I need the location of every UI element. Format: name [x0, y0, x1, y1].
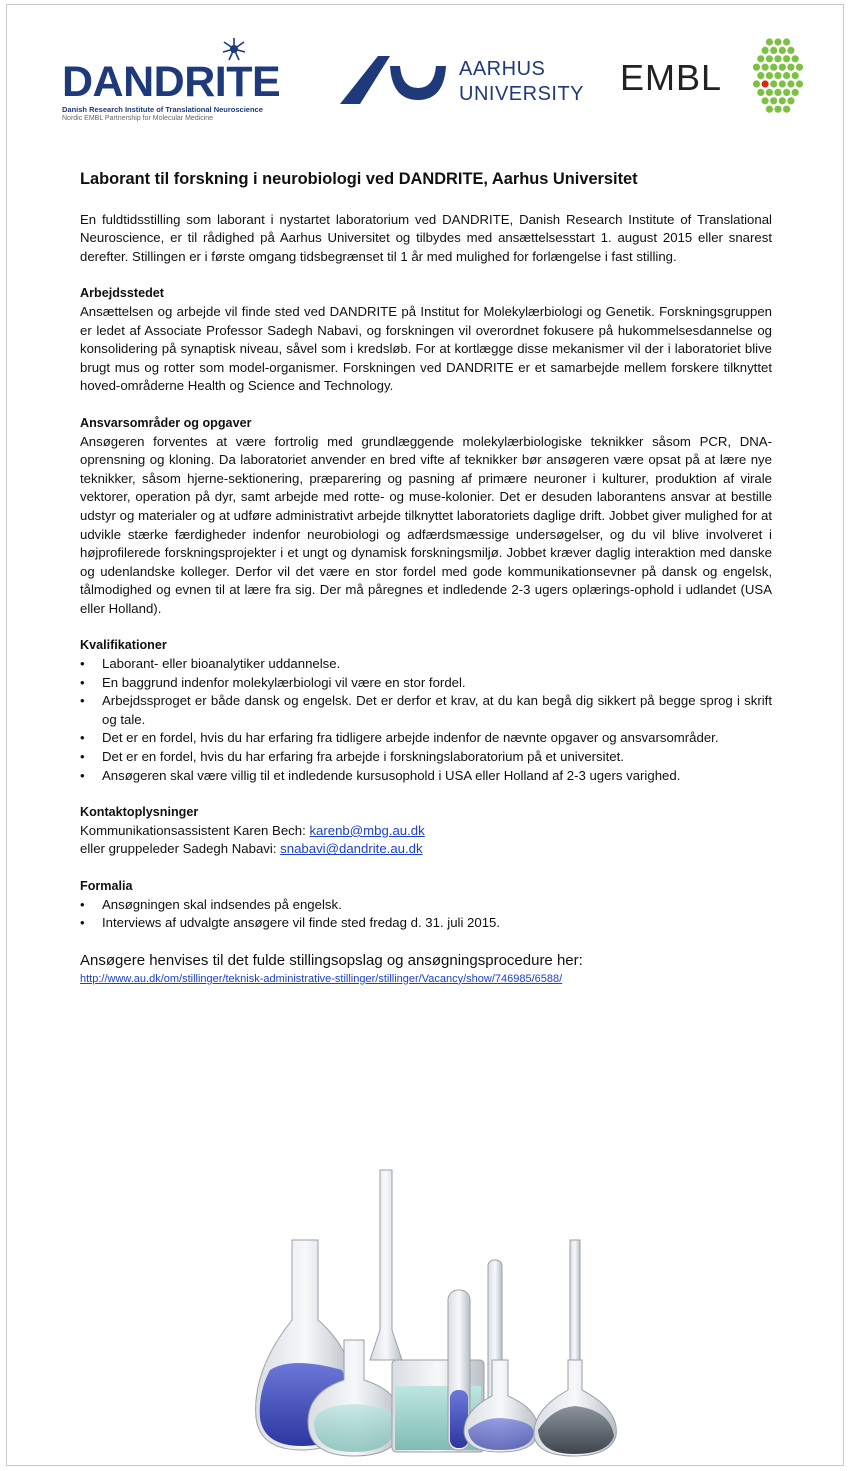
list-item: • Det er en fordel, hvis du har erfaring fra arbejde i forskningslaboratorium på et universitet. [80, 748, 772, 767]
list-item: • En baggrund indenfor molekylærbiologi vil være en stor fordel. [80, 674, 772, 693]
dandrite-tagline: Nordic EMBL Partnership for Molecular Medicine [62, 115, 214, 122]
embl-green-dot [757, 89, 764, 96]
reference-text: Ansøgere henvises til det fulde stillingsopslag og ansøgningsprocedure her: [80, 951, 583, 969]
job-posting [80, 170, 772, 988]
embl-green-dot [783, 55, 790, 62]
embl-green-dot [762, 64, 769, 71]
embl-green-dot [753, 80, 760, 87]
contact-1-label: Kommunikationsassistent Karen Bech: [80, 822, 310, 838]
list-item: • Det er en fordel, hvis du har erfaring fra tidligere arbejde indenfor de nævnte opgaver og ansvarsområder. [80, 729, 772, 748]
responsibilities-paragraph: Ansøgeren forventes at være fortrolig med grundlæggende molekylærbiologiske teknikker såsom PCR, DNA-oprensning og kloning. Da laboratoriet anvender en bred vifte af teknikker bør ansøgeren være opsat på at lære nye teknikker, såsom hjerne-sektionering, præparering og pasning af primære neuroner i kulturer, produktion af virale vektorer, operation på dyr, samt arbejde med rotte- og muse-kolonier. Det er desuden laborantens ansvar at bestille udstyr og materialer og at udføre administrativt arbejde tilknyttet laboratoriets daglige drift. Jobbet giver mulighed for at udvikle stærke færdigheder indenfor neurobiologi og adfærdsmæssige undersøgelser, og du vil blive involveret i højprofilerede forskningsprojekter i et ungt og dynamisk forskningsmiljø. Jobbet kræver daglig interaktion med danske og udenlandske kolleger. Derfor vil det være en stor fordel med gode kommunikationsevner på dansk og engelsk, tålmodighed og evnen til at lære fra sig. Der må påregnes et indledende 2-3 ugers oplærings-ophold i udlandet (USA eller Holland). [80, 433, 772, 616]
embl-green-dot [783, 106, 790, 113]
embl-green-dot [774, 106, 781, 113]
responsibilities-heading: Ansvarsområder og opgaver [80, 415, 252, 430]
au-emblem-icon [338, 52, 448, 108]
list-item: • Ansøgeren skal være villig til et indledende kursusophold i USA eller Holland af 2-3 ugers varighed. [80, 767, 772, 786]
dandrite-logo [62, 36, 302, 126]
lab-glassware-illustration [252, 1160, 632, 1460]
embl-green-dot [796, 64, 803, 71]
embl-green-dot [787, 64, 794, 71]
dandrite-subtitle: Danish Research Institute of Translational Neuroscience [62, 105, 263, 114]
embl-green-dot [766, 72, 773, 79]
embl-green-dot [770, 80, 777, 87]
embl-logo [620, 36, 820, 124]
embl-green-dot [762, 47, 769, 54]
workplace-heading: Arbejdsstedet [80, 286, 164, 301]
embl-green-dot [779, 97, 786, 104]
contact-line-1 [80, 822, 772, 841]
au-line1: AARHUS [459, 58, 546, 80]
qualifications-heading: Kvalifikationer [80, 638, 167, 653]
embl-green-dot [779, 64, 786, 71]
embl-green-dot [796, 80, 803, 87]
embl-red-dot [762, 80, 769, 87]
embl-green-dot [792, 72, 799, 79]
embl-green-dot [762, 97, 769, 104]
embl-wordmark: EMBL [620, 57, 723, 98]
contact-2-label: eller gruppeleder Sadegh Nabavi: [80, 841, 281, 857]
embl-green-dot [766, 55, 773, 62]
list-item: • Interviews af udvalgte ansøgere vil finde sted fredag d. 31. juli 2015. [80, 914, 772, 933]
embl-green-dot [783, 72, 790, 79]
embl-green-dot [774, 38, 781, 45]
embl-green-dot [783, 89, 790, 96]
embl-green-dot [792, 89, 799, 96]
embl-green-dot [766, 106, 773, 113]
posting-title: Laborant til forskning i neurobiologi ved DANDRITE, Aarhus Universitet [80, 170, 638, 188]
formalia-heading: Formalia [80, 879, 133, 893]
embl-green-dot [779, 80, 786, 87]
embl-green-dot [774, 89, 781, 96]
aarhus-university-logo [338, 52, 583, 112]
qualifications-list [80, 655, 772, 785]
list-item: • Laborant- eller bioanalytiker uddannelse. [80, 655, 772, 674]
list-item: • Ansøgningen skal indsendes på engelsk. [80, 896, 772, 915]
workplace-paragraph: Ansættelsen og arbejde vil finde sted ved DANDRITE på Institut for Molekylærbiologi og Genetik. Forskningsgruppen er ledet af Associate Professor Sadegh Nabavi, og forskningen vil overordnet fokusere på hukommelsesdannelse og konsolidering på synaptisk niveau, såvel som i kredsløb. For at kortlægge disse mekanismer vil der i laboratoriet blive brugt mus og rotter som model-organismer. Forskningen ved DANDRITE er et samarbejde mellem forskere tilknyttet hoved-områderne Health og Science and Technology. [80, 303, 772, 394]
contact-line-2 [80, 840, 772, 859]
email-link-sadegh[interactable]: snabavi@dandrite.au.dk [280, 841, 423, 857]
embl-green-dot [770, 97, 777, 104]
embl-green-dot [766, 38, 773, 45]
embl-green-dot [787, 97, 794, 104]
list-item: • Arbejdssproget er både dansk og engelsk. Det er derfor et krav, at du kan begå dig sikkert på begge sprog i skrift og tale. [80, 692, 772, 729]
embl-green-dot [757, 72, 764, 79]
embl-green-dot [779, 47, 786, 54]
embl-green-dot [770, 47, 777, 54]
embl-green-dot [757, 55, 764, 62]
embl-green-dot [770, 64, 777, 71]
embl-green-dot [774, 72, 781, 79]
embl-green-dot [787, 47, 794, 54]
intro-paragraph: En fuldtidsstilling som laborant i nystartet laboratorium ved DANDRITE, Danish Research Institute of Translational Neuroscience, er til rådighed på Aarhus Universitet og tilbydes med ansættelsesstart 1. august 2015 eller snarest derefter. Stillingen er i første omgang tidsbegrænset til 1 år med mulighed for forlængelse i fast stilling. [80, 211, 772, 264]
embl-green-dot [792, 55, 799, 62]
dandrite-wordmark: DANDRITE [62, 58, 281, 106]
embl-green-dot [766, 89, 773, 96]
embl-green-dot [753, 64, 760, 71]
contact-heading: Kontaktoplysninger [80, 805, 199, 820]
formalia-list [80, 896, 772, 933]
email-link-karen[interactable]: karenb@mbg.au.dk [309, 822, 425, 838]
embl-green-dot [774, 55, 781, 62]
au-line2: UNIVERSITY [459, 83, 585, 105]
embl-green-dot [783, 38, 790, 45]
embl-hexagon-dots-icon [738, 36, 818, 122]
vacancy-link[interactable]: http://www.au.dk/om/stillinger/teknisk-administrative-stillinger/stillinger/Vacancy/show/746985/6588/ [80, 972, 563, 985]
embl-green-dot [787, 80, 794, 87]
